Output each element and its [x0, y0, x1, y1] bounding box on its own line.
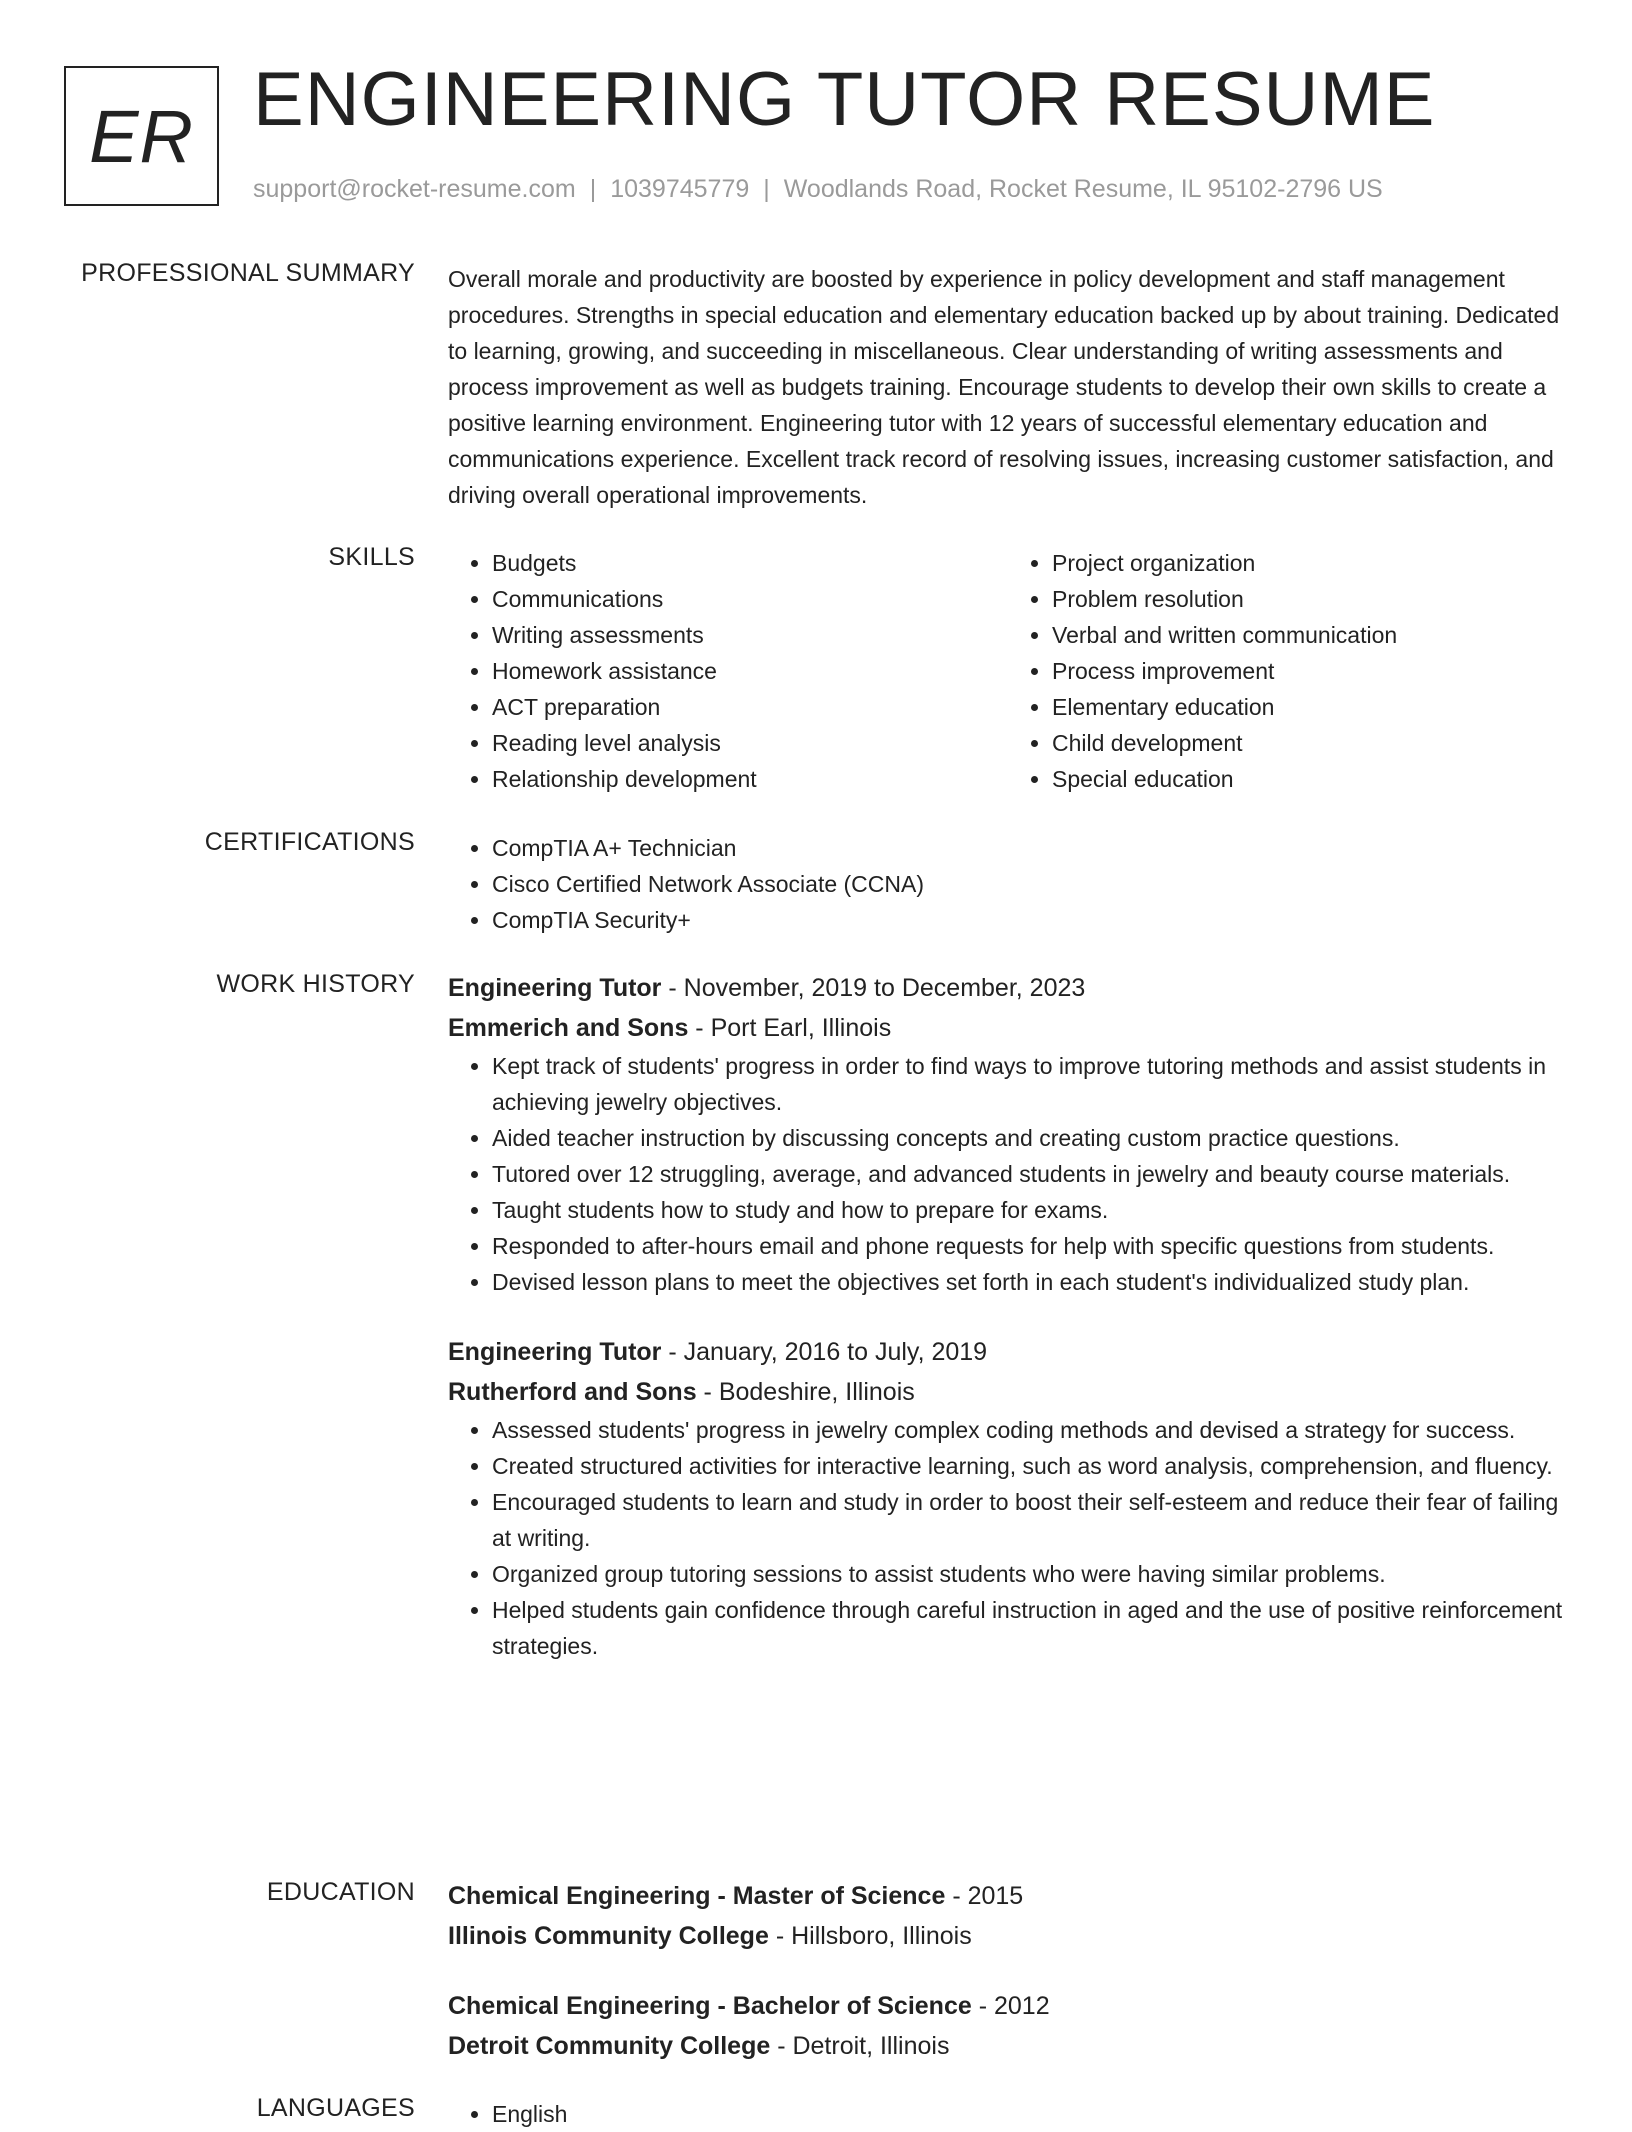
- skill-item: • Project organization: [1052, 545, 1568, 581]
- skill-item: • Verbal and written communication: [1052, 617, 1568, 653]
- job-duty: • Responded to after-hours email and phone requests for help with specific questions from students.: [492, 1228, 1568, 1264]
- job-entry: [448, 1332, 1568, 1664]
- skill-item: • Relationship development: [492, 761, 1008, 797]
- language-item: • English: [492, 2096, 1568, 2132]
- skill-item: • Special education: [1052, 761, 1568, 797]
- job-title: Engineering Tutor: [448, 974, 662, 1002]
- degree-year: - 2012: [971, 1992, 1050, 2020]
- skills-list-left: [448, 545, 1008, 797]
- degree-line: [448, 1876, 1568, 1916]
- job-duty: • Assessed students' progress in jewelry complex coding methods and devised a strategy for success.: [492, 1412, 1568, 1448]
- job-company: Rutherford and Sons: [448, 1378, 697, 1406]
- job-title: Engineering Tutor: [448, 1338, 662, 1366]
- school-location: - Detroit, Illinois: [770, 2032, 950, 2060]
- degree: Chemical Engineering - Bachelor of Science: [448, 1992, 972, 2020]
- job-duty: • Tutored over 12 struggling, average, and advanced students in jewelry and beauty course materials.: [492, 1156, 1568, 1192]
- contact-phone: 1039745779: [610, 175, 750, 203]
- contact-address: Woodlands Road, Rocket Resume, IL 95102-2796 US: [783, 175, 1383, 203]
- languages-list: [448, 2096, 1568, 2132]
- job-duty: • Helped students gain confidence through careful instruction in aged and the use of positive reinforcement strategies.: [492, 1592, 1568, 1664]
- job-duty: • Aided teacher instruction by discussing concepts and creating custom practice questions.: [492, 1120, 1568, 1156]
- summary-text: Overall morale and productivity are boosted by experience in policy development and staff management procedures. Strengths in special education and elementary education backed up by about training. Dedicated to learning, growing, and succeeding in miscellaneous. Clear understanding of writing assessments and process improvement as well as budgets training. Encourage students to develop their own skills to create a positive learning environment. Engineering tutor with 12 years of successful elementary education and communications experience. Excellent track record of resolving issues, increasing customer satisfaction, and driving overall operational improvements.: [448, 266, 1560, 508]
- contact-email: support@rocket-resume.com: [253, 175, 576, 203]
- job-title-line: [448, 1332, 1568, 1372]
- skill-item: • Budgets: [492, 545, 1008, 581]
- certifications-list: [448, 830, 1568, 938]
- contact-separator: |: [589, 175, 597, 203]
- section-label-summary: PROFESSIONAL SUMMARY: [81, 259, 415, 287]
- job-duty: • Taught students how to study and how to prepare for exams.: [492, 1192, 1568, 1228]
- skill-item: • Writing assessments: [492, 617, 1008, 653]
- skill-item: • ACT preparation: [492, 689, 1008, 725]
- education-entry: [448, 1986, 1568, 2066]
- skill-item: • Reading level analysis: [492, 725, 1008, 761]
- certification-item: • CompTIA Security+: [492, 902, 1568, 938]
- section-label-work-history: WORK HISTORY: [216, 970, 415, 998]
- job-dates: - November, 2019 to December, 2023: [661, 974, 1086, 1002]
- job-title-line: [448, 968, 1568, 1008]
- school: Illinois Community College: [448, 1922, 769, 1950]
- certification-item: • CompTIA A+ Technician: [492, 830, 1568, 866]
- education-entry: [448, 1876, 1568, 1956]
- skill-item: • Child development: [1052, 725, 1568, 761]
- skill-item: • Homework assistance: [492, 653, 1008, 689]
- contact-line: [253, 175, 1383, 204]
- school-location: - Hillsboro, Illinois: [768, 1922, 972, 1950]
- job-location: - Port Earl, Illinois: [688, 1014, 892, 1042]
- section-label-languages: LANGUAGES: [256, 2094, 415, 2122]
- degree-line: [448, 1986, 1568, 2026]
- job-duty: • Devised lesson plans to meet the objectives set forth in each student's individualized study plan.: [492, 1264, 1568, 1300]
- skill-item: • Communications: [492, 581, 1008, 617]
- job-duty: • Organized group tutoring sessions to assist students who were having similar problems.: [492, 1556, 1568, 1592]
- section-label-skills: SKILLS: [328, 543, 415, 571]
- job-entry: [448, 968, 1568, 1300]
- job-duties-list: [448, 1048, 1568, 1300]
- job-dates: - January, 2016 to July, 2019: [661, 1338, 988, 1366]
- degree: Chemical Engineering - Master of Science: [448, 1882, 946, 1910]
- job-company: Emmerich and Sons: [448, 1014, 689, 1042]
- school-line: [448, 1916, 1568, 1956]
- degree-year: - 2015: [945, 1882, 1024, 1910]
- job-company-line: [448, 1372, 1568, 1412]
- job-location: - Bodeshire, Illinois: [696, 1378, 915, 1406]
- skills-list-right: [1008, 545, 1568, 797]
- job-duty: • Created structured activities for interactive learning, such as word analysis, comprehension, and fluency.: [492, 1448, 1568, 1484]
- job-duty: • Encouraged students to learn and study in order to boost their self-esteem and reduce their fear of failing at writing.: [492, 1484, 1568, 1556]
- school: Detroit Community College: [448, 2032, 771, 2060]
- monogram-logo: ER: [64, 66, 219, 206]
- skill-item: • Process improvement: [1052, 653, 1568, 689]
- job-duty: • Kept track of students' progress in order to find ways to improve tutoring methods and assist students in achieving jewelry objectives.: [492, 1048, 1568, 1120]
- section-label-certifications: CERTIFICATIONS: [204, 828, 415, 856]
- contact-separator: |: [763, 175, 770, 203]
- job-duties-list: [448, 1412, 1568, 1664]
- school-line: [448, 2026, 1568, 2066]
- skill-item: • Elementary education: [1052, 689, 1568, 725]
- job-company-line: [448, 1008, 1568, 1048]
- section-label-education: EDUCATION: [266, 1878, 415, 1906]
- skill-item: • Problem resolution: [1052, 581, 1568, 617]
- resume-title: ENGINEERING TUTOR RESUME: [253, 57, 1436, 142]
- certification-item: • Cisco Certified Network Associate (CCNA): [492, 866, 1568, 902]
